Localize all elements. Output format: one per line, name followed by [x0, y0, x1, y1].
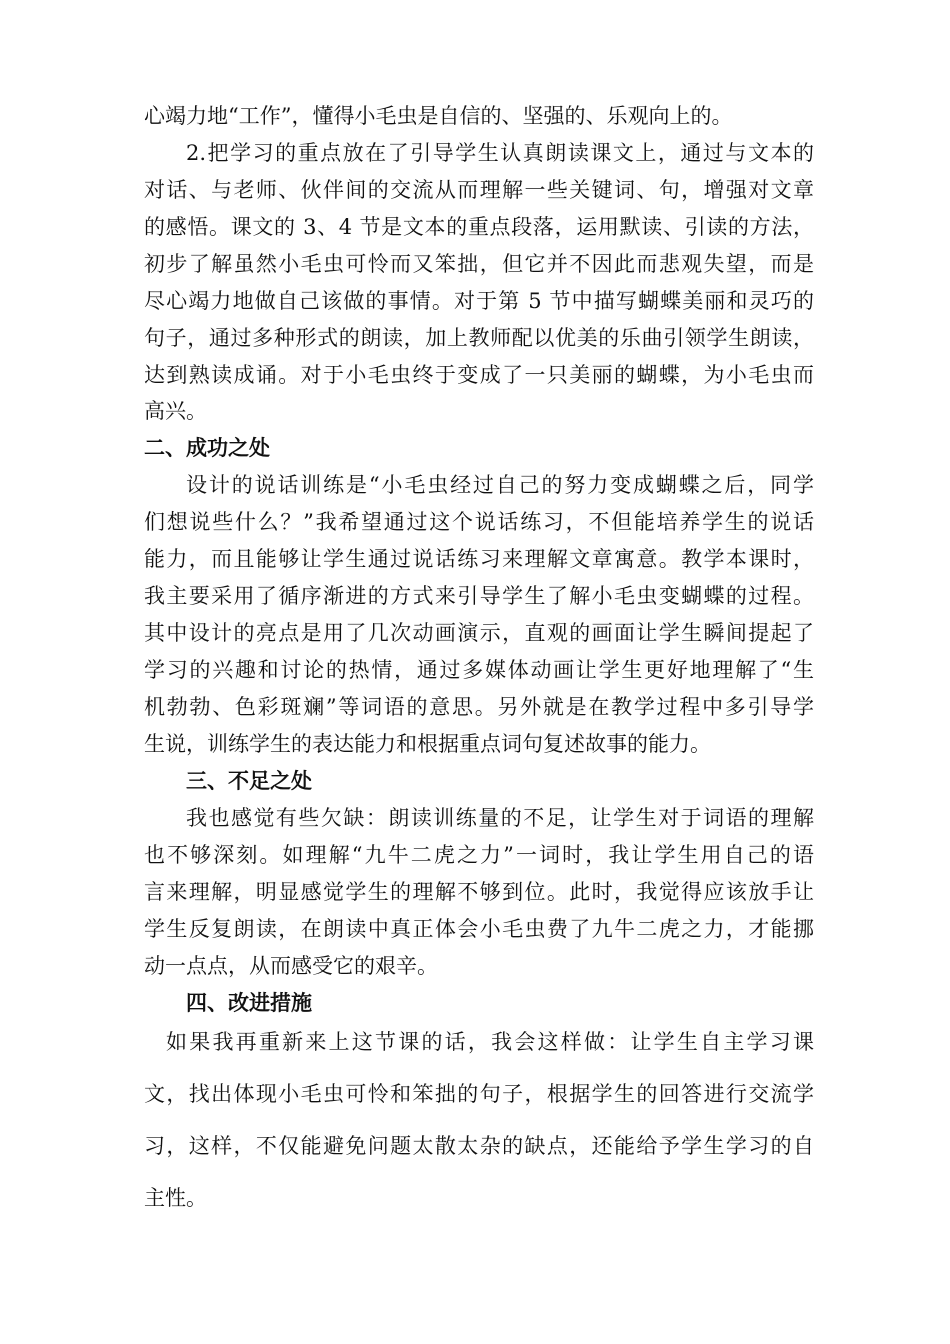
text-line: 习，这样，不仅能避免问题太散太杂的缺点，还能给予学生学习的自 [144, 1134, 814, 1158]
text-line: 初步了解虽然小毛虫可怜而又笨拙，但它并不因此而悲观失望，而是 [144, 252, 814, 276]
text-line: 机勃勃、色彩斑斓”等词语的意思。另外就是在教学过程中多引导学 [144, 695, 814, 719]
text-line: 句子，通过多种形式的朗读，加上教师配以优美的乐曲引领学生朗读， [144, 326, 814, 350]
section-heading: 四、改进措施 [186, 991, 312, 1015]
text-line: 其中设计的亮点是用了几次动画演示，直观的画面让学生瞬间提起了 [144, 621, 814, 645]
text-line: 学习的兴趣和讨论的热情，通过多媒体动画让学生更好地理解了“生 [144, 658, 814, 682]
text-line: 们想说些什么？”我希望通过这个说话练习，不但能培养学生的说话 [144, 510, 814, 534]
text-line: 生说，训练学生的表达能力和根据重点词句复述故事的能力。 [144, 732, 711, 756]
text-line: 学生反复朗读，在朗读中真正体会小毛虫费了九牛二虎之力，才能挪 [144, 917, 814, 941]
text-line: 我也感觉有些欠缺：朗读训练量的不足，让学生对于词语的理解 [186, 806, 814, 830]
text-line: 动一点点，从而感受它的艰辛。 [144, 954, 438, 978]
text-line: 对话、与老师、伙伴间的交流从而理解一些关键词、句，增强对文章 [144, 178, 814, 202]
text-line: 高兴。 [144, 399, 207, 423]
text-line: 2.把学习的重点放在了引导学生认真朗读课文上，通过与文本的 [186, 141, 814, 165]
text-line: 达到熟读成诵。对于小毛虫终于变成了一只美丽的蝴蝶，为小毛虫而 [144, 363, 814, 387]
text-line: 主性。 [144, 1186, 207, 1210]
text-line: 我主要采用了循序渐进的方式来引导学生了解小毛虫变蝴蝶的过程。 [144, 584, 814, 608]
text-line: 也不够深刻。如理解“九牛二虎之力”一词时，我让学生用自己的语 [144, 843, 814, 867]
text-line: 尽心竭力地做自己该做的事情。对于第 5 节中描写蝴蝶美丽和灵巧的 [144, 289, 814, 313]
text-line: 能力，而且能够让学生通过说话练习来理解文章寓意。教学本课时， [144, 547, 814, 571]
text-line: 言来理解，明显感觉学生的理解不够到位。此时，我觉得应该放手让 [144, 880, 814, 904]
text-line: 如果我再重新来上这节课的话，我会这样做：让学生自主学习课 [166, 1030, 814, 1054]
text-line: 的感悟。课文的 3、4 节是文本的重点段落，运用默读、引读的方法， [144, 215, 814, 239]
text-line: 文，找出体现小毛虫可怜和笨拙的句子，根据学生的回答进行交流学 [144, 1082, 814, 1106]
section-heading: 三、不足之处 [186, 769, 312, 793]
section-heading: 二、成功之处 [144, 436, 270, 460]
text-line: 设计的说话训练是“小毛虫经过自己的努力变成蝴蝶之后，同学 [186, 473, 814, 497]
text-line: 心竭力地“工作”，懂得小毛虫是自信的、坚强的、乐观向上的。 [144, 104, 733, 128]
